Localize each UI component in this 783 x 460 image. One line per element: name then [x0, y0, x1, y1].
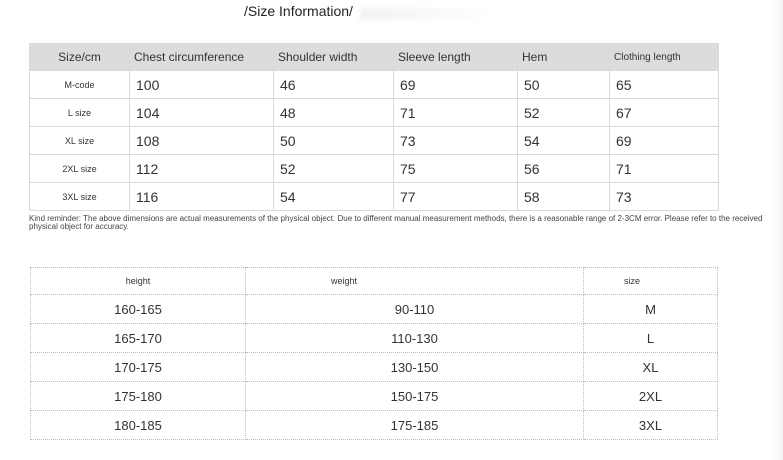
size-table-header: Hem	[518, 44, 610, 71]
fit-table-row	[31, 324, 718, 353]
size-table-row	[30, 99, 719, 127]
measurement-cell: 104	[130, 99, 274, 127]
measurement-cell: 54	[274, 183, 394, 211]
measurement-cell: 71	[394, 99, 518, 127]
height-cell: 165-170	[31, 324, 246, 353]
measurement-cell: 100	[130, 71, 274, 99]
measurement-cell: 71	[610, 155, 719, 183]
measurement-cell: 52	[518, 99, 610, 127]
size-table-header-row	[30, 44, 719, 71]
fit-table	[30, 267, 718, 440]
weight-cell: 130-150	[246, 353, 584, 382]
size-cell: XL	[584, 353, 718, 382]
measurement-cell: 112	[130, 155, 274, 183]
kind-reminder-note: Kind reminder: The above dimensions are actual measurements of the physical object. Due to different manual measurement methods, there is a reasonable range of 2-3CM error. Please refer to the received physical object for accuracy.	[29, 214, 763, 231]
measurement-cell: 54	[518, 127, 610, 155]
measurement-cell: 108	[130, 127, 274, 155]
fit-table-row	[31, 295, 718, 324]
measurement-cell: 50	[518, 71, 610, 99]
size-label-cell: L size	[30, 99, 130, 127]
size-label-cell: 2XL size	[30, 155, 130, 183]
size-label-cell: 3XL size	[30, 183, 130, 211]
size-table-header: Sleeve length	[394, 44, 518, 71]
size-table-header: Chest circumference	[130, 44, 274, 71]
measurement-cell: 50	[274, 127, 394, 155]
size-table-header: Clothing length	[610, 44, 719, 71]
fit-table-header: weight	[246, 268, 584, 295]
measurement-cell: 58	[518, 183, 610, 211]
size-cell: L	[584, 324, 718, 353]
fit-table-header: size	[584, 268, 718, 295]
size-table-header: Size/cm	[30, 44, 130, 71]
weight-cell: 175-185	[246, 411, 584, 440]
size-table-row	[30, 155, 719, 183]
title-fade-decoration	[360, 8, 490, 20]
measurement-cell: 75	[394, 155, 518, 183]
measurement-cell: 46	[274, 71, 394, 99]
measurement-cell: 52	[274, 155, 394, 183]
fit-table-row	[31, 382, 718, 411]
fit-table-row	[31, 353, 718, 382]
height-cell: 180-185	[31, 411, 246, 440]
edge-shadow-decoration	[773, 0, 783, 460]
size-cell: 3XL	[584, 411, 718, 440]
size-table	[29, 43, 719, 211]
measurement-cell: 73	[610, 183, 719, 211]
measurement-cell: 73	[394, 127, 518, 155]
measurement-cell: 77	[394, 183, 518, 211]
measurement-cell: 48	[274, 99, 394, 127]
fit-table-header-row	[31, 268, 718, 295]
height-cell: 160-165	[31, 295, 246, 324]
size-table-row	[30, 183, 719, 211]
size-cell: M	[584, 295, 718, 324]
size-table-row	[30, 71, 719, 99]
measurement-cell: 56	[518, 155, 610, 183]
weight-cell: 150-175	[246, 382, 584, 411]
weight-cell: 110-130	[246, 324, 584, 353]
size-table-row	[30, 127, 719, 155]
page-title: /Size Information/	[244, 3, 353, 19]
measurement-cell: 65	[610, 71, 719, 99]
height-cell: 170-175	[31, 353, 246, 382]
fit-table-header: height	[31, 268, 246, 295]
weight-cell: 90-110	[246, 295, 584, 324]
measurement-cell: 69	[610, 127, 719, 155]
fit-table-row	[31, 411, 718, 440]
size-label-cell: M-code	[30, 71, 130, 99]
measurement-cell: 116	[130, 183, 274, 211]
size-label-cell: XL size	[30, 127, 130, 155]
size-cell: 2XL	[584, 382, 718, 411]
measurement-cell: 67	[610, 99, 719, 127]
height-cell: 175-180	[31, 382, 246, 411]
size-table-header: Shoulder width	[274, 44, 394, 71]
measurement-cell: 69	[394, 71, 518, 99]
